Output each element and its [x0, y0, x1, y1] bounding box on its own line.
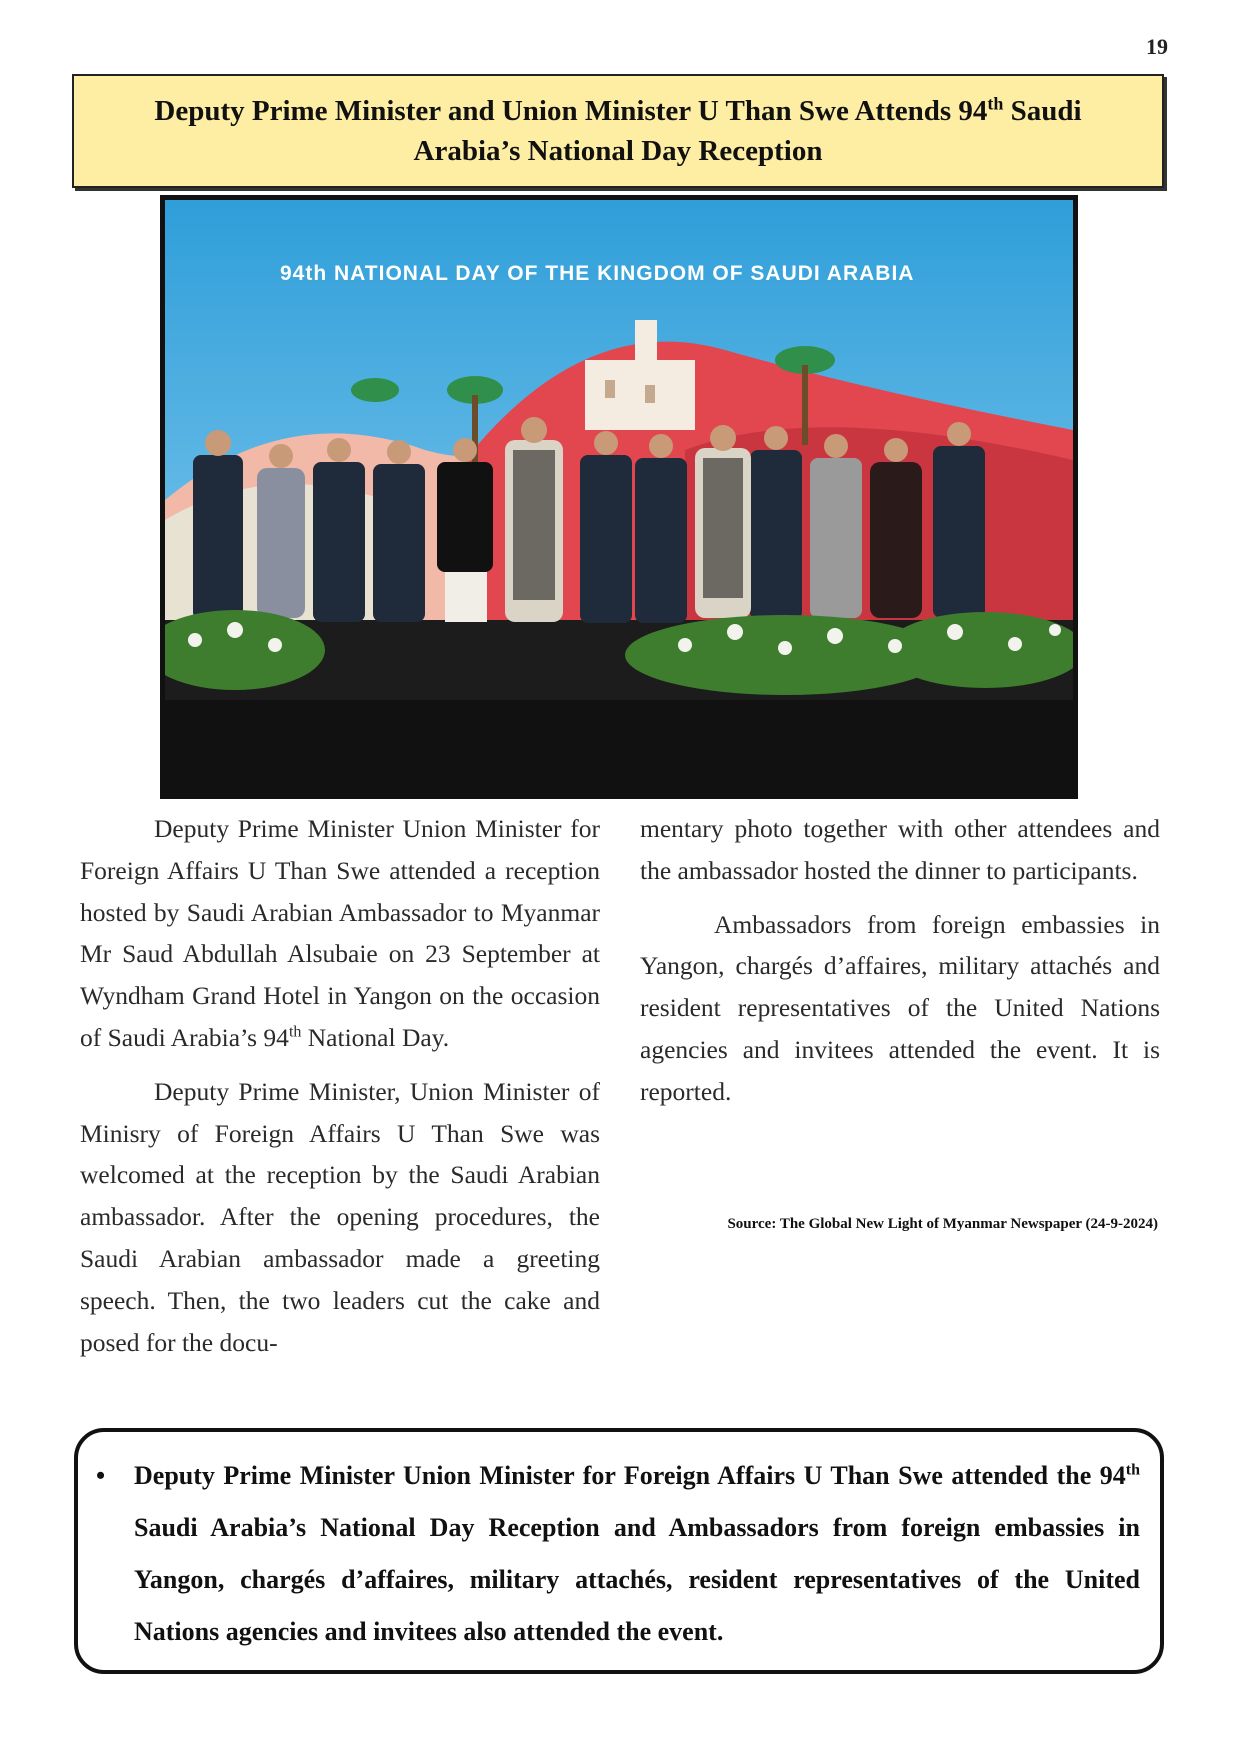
paragraph-4: Ambassadors from foreign embassies in Yangon, chargés d’affaires, military attachés and resident representatives of the United Nations agencies and invitees attended the event. It is reported.	[640, 909, 1160, 1106]
title-box	[72, 74, 1164, 188]
paragraph-1-superscript: th	[288, 1023, 302, 1041]
article-column-left	[80, 808, 600, 1375]
paragraph-2: Deputy Prime Minister, Union Minister of Minisry of Foreign Affairs U Than Swe was welcomed at the reception by the Saudi Arabian ambassador. After the opening procedures, the Saudi Arabian ambassador made a greeting speech. Then, the two leaders cut the cake and posed for the docu-	[80, 1076, 600, 1357]
title-part-1: Deputy Prime Minister and Union Minister U Than Swe Attends 94	[154, 95, 988, 127]
banner-text: 94th NATIONAL DAY OF THE KINGDOM OF SAUDI ARABIA	[280, 262, 915, 285]
source-citation: Source: The Global New Light of Myanmar Newspaper (24-9-2024)	[727, 1216, 1158, 1232]
event-photo	[160, 195, 1078, 799]
summary-list	[96, 1450, 1140, 1658]
summary-superscript: th	[1125, 1461, 1140, 1479]
bullet-icon: •	[96, 1461, 106, 1490]
title-superscript: th	[987, 93, 1004, 114]
paragraph-1-end: National Day.	[301, 1022, 450, 1052]
summary-text-2: Saudi Arabia’s National Day Reception and Ambassadors from foreign embassies in Yangon, chargés d’affaires, military attachés, resident representatives of the United Nations agencies and invitees also attended the event.	[134, 1513, 1140, 1646]
event-photo-illustration	[165, 200, 1073, 794]
paragraph-1	[80, 808, 600, 1059]
title-part-2: Saudi Arabia’s National Day Reception	[413, 95, 1082, 167]
paragraph-3: mentary photo together with other attendees and the ambassador hosted the dinner to participants.	[640, 814, 1160, 885]
page-title	[74, 91, 1162, 171]
summary-item	[96, 1450, 1140, 1658]
summary-box	[74, 1428, 1164, 1674]
paragraph-1-text: Deputy Prime Minister Union Minister for Foreign Affairs U Than Swe attended a reception hosted by Saudi Arabian Ambassador to Myanmar Mr Saud Abdullah Alsubaie on 23 September at Wyndham Grand Hotel in Yangon on the occasion of Saudi Arabia’s 94	[80, 814, 600, 1052]
page-number: 19	[1146, 34, 1168, 59]
article-column-right	[640, 808, 1160, 1125]
summary-text-1: Deputy Prime Minister Union Minister for Foreign Affairs U Than Swe attended the 94	[134, 1461, 1126, 1490]
